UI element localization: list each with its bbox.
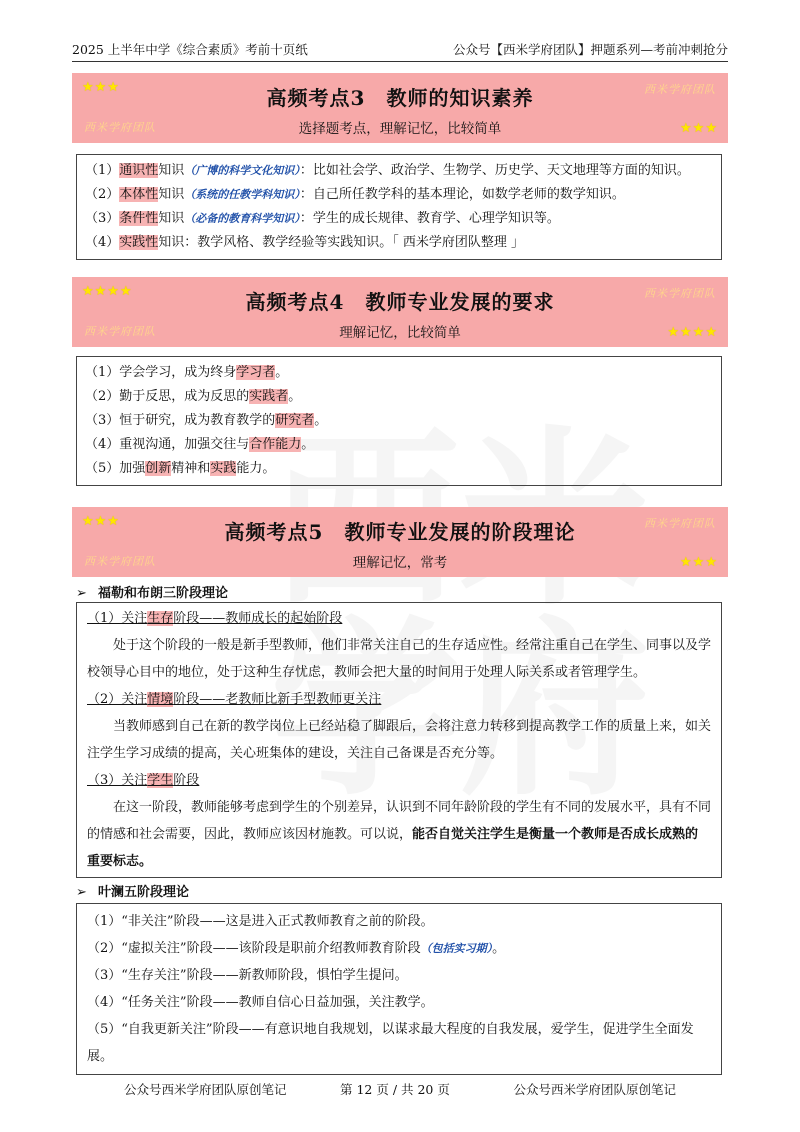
star-rating-bottom: ★★★	[680, 121, 718, 136]
page-number: 第 12 页 / 共 20 页	[340, 1082, 450, 1097]
star-rating-bottom: ★★★	[680, 555, 718, 570]
stage-paragraph: 当教师感到自己在新的教学岗位上已经站稳了脚跟后，会将注意力转移到提高教学工作的质量上来，如关注学生学习成绩的提高，关心班集体的建设，关注自己备课是否充分等。	[87, 719, 712, 761]
banner-title: 高频考点4 教师专业发展的要求	[245, 290, 555, 314]
section-heading-yelan: ➢ 叶澜五阶段理论	[76, 885, 190, 900]
development-box	[76, 356, 722, 486]
star-rating-top: ★★★	[82, 80, 120, 95]
page-header	[72, 36, 728, 62]
stage-heading: （1）关注生存阶段——教师成长的起始阶段	[87, 611, 343, 626]
banner-title: 高频考点3 教师的知识素养	[266, 86, 534, 110]
list-item: （4）重视沟通，加强交往与合作能力。	[85, 437, 315, 452]
list-item: （4）实践性知识：教学风格、教学经验等实践知识。「 西米学府团队整理 」	[85, 235, 525, 250]
star-rating-top: ★★★★	[82, 284, 133, 299]
header-left: 2025 上半年中学《综合素质》考前十页纸	[72, 42, 308, 57]
footer-left: 公众号西米学府团队原创笔记	[124, 1082, 287, 1097]
stage-paragraph: 在这一阶段，教师能够考虑到学生的个别差异，认识到不同年龄阶段的学生有不同的发展水平，具有不同的情感和社会需要，因此，教师应该因材施教。可以说，能否自觉关注学生是衡量一个教师是否成长成熟的重要标志。	[87, 800, 712, 869]
star-rating-top: ★★★	[82, 514, 120, 529]
banner-watermark-top: 西米学府团队	[644, 83, 716, 96]
stage-heading: （3）关注学生阶段	[87, 773, 200, 788]
banner-watermark-bottom: 西米学府团队	[84, 555, 156, 568]
list-item: （4）“任务关注”阶段——教师自信心日益加强，关注教学。	[87, 995, 434, 1010]
banner-title: 高频考点5 教师专业发展的阶段理论	[224, 520, 576, 544]
list-item: （5）加强创新精神和实践能力。	[85, 461, 276, 476]
list-item: （2）勤于反思，成为反思的实践者。	[85, 389, 302, 404]
section-banner-4	[72, 277, 728, 347]
knowledge-box	[76, 154, 722, 260]
header-right: 公众号【西米学府团队】押题系列—考前冲刺抢分	[452, 42, 728, 57]
three-stage-box	[76, 602, 722, 878]
banner-subtitle: 理解记忆，比较简单	[339, 325, 461, 341]
banner-subtitle: 理解记忆，常考	[352, 555, 448, 571]
star-rating-bottom: ★★★★	[667, 325, 718, 340]
section-banner-3	[72, 73, 728, 143]
arrow-bullet-icon: ➢	[76, 586, 87, 601]
list-item: （3）条件性知识（必备的教育科学知识）：学生的成长规律、教育学、心理学知识等。	[85, 211, 560, 226]
five-stage-box	[76, 903, 722, 1075]
list-item: （1）学会学习，成为终身学习者。	[85, 365, 289, 380]
banner-watermark-top: 西米学府团队	[644, 287, 716, 300]
list-item: （3）“生存关注”阶段——新教师阶段，惧怕学生提问。	[87, 968, 408, 983]
list-item: （2）“虚拟关注”阶段——该阶段是职前介绍教师教育阶段（包括实习期）。	[87, 941, 506, 956]
footer-right: 公众号西米学府团队原创笔记	[513, 1082, 676, 1097]
section-heading-fuller: ➢ 福勒和布朗三阶段理论	[76, 586, 229, 601]
banner-watermark-bottom: 西米学府团队	[84, 325, 156, 338]
stage-heading: （2）关注情境阶段——老教师比新手型教师更关注	[87, 692, 382, 707]
banner-watermark-bottom: 西米学府团队	[84, 121, 156, 134]
section-banner-5	[72, 507, 728, 577]
list-item: （1）通识性知识（广博的科学文化知识）：比如社会学、政治学、生物学、历史学、天文地理等方面的知识。	[85, 163, 690, 178]
arrow-bullet-icon: ➢	[76, 885, 87, 900]
list-item: （1）“非关注”阶段——这是进入正式教师教育之前的阶段。	[87, 914, 434, 929]
list-item: （5）“自我更新关注”阶段——有意识地自我规划，以谋求最大程度的自我发展，爱学生，促进学生全面发展。	[87, 1022, 694, 1064]
banner-subtitle: 选择题考点，理解记忆，比较简单	[298, 121, 502, 137]
stage-paragraph: 处于这个阶段的一般是新手型教师，他们非常关注自己的生存适应性。经常注重自己在学生、同事以及学校领导心目中的地位，处于这种生存忧虑，教师会把大量的时间用于处理人际关系或者管理学生。	[87, 638, 712, 680]
list-item: （3）恒于研究，成为教育教学的研究者。	[85, 413, 328, 428]
banner-watermark-top: 西米学府团队	[644, 517, 716, 530]
list-item: （2）本体性知识（系统的任教学科知识）：自己所任教学科的基本理论，如数学老师的数学知识。	[85, 187, 625, 202]
